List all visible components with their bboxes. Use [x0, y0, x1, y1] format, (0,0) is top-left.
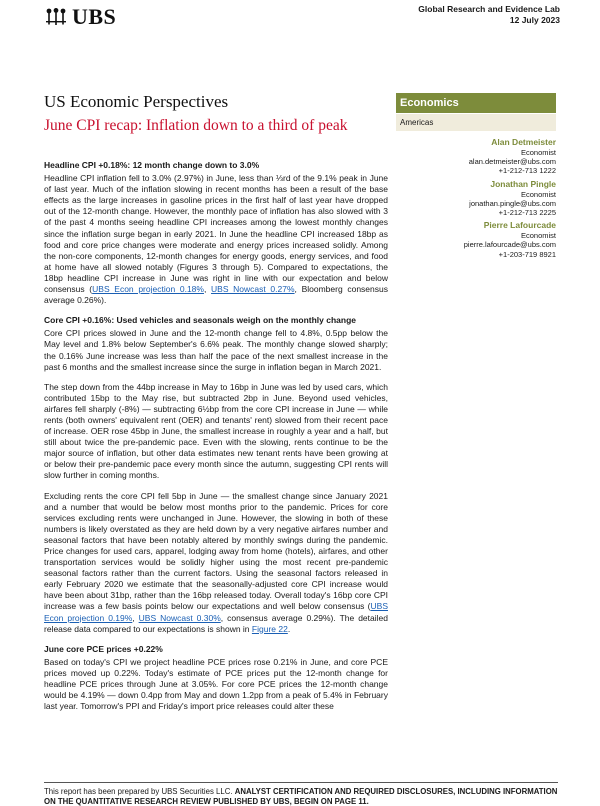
report-headline: June CPI recap: Inflation down to a third of peak [44, 117, 348, 134]
disclosure-footer [44, 782, 558, 806]
sidebar [396, 93, 556, 262]
separator-text: , [203, 284, 212, 295]
category-tag: Economics [396, 93, 556, 113]
region-tag: Americas [396, 114, 556, 131]
footer-lead: This report has been prepared by UBS Securities LLC. [44, 787, 233, 796]
author-card [396, 220, 556, 259]
ubs-econ-projection-link[interactable]: UBS Econ projection 0.18% [92, 284, 204, 295]
author-phone: +1-203-719 8921 [498, 249, 556, 259]
report-header [418, 4, 560, 26]
author-list [396, 137, 556, 259]
paragraph [44, 491, 388, 635]
section-heading-core-cpi: Core CPI +0.16%: Used vehicles and seasonals weigh on the monthly change [44, 315, 356, 326]
author-card [396, 179, 556, 218]
logo-text: UBS [72, 4, 117, 29]
lab-name: Global Research and Evidence Lab [418, 4, 560, 14]
author-name: Pierre Lafourcade [483, 220, 556, 231]
footer-disclosure: ANALYST CERTIFICATION AND REQUIRED DISCLOSURES, INCLUDING INFORMATION ON THE QUANTITATIVE RESEARCH REVIEW PUBLISHED BY UBS, BEGIN ON PAGE 11. [44, 787, 558, 806]
paragraph: Core CPI prices slowed in June and the 12-month change fell to 4.8%, 0.5pp below the May level and 1.8% below September's 6.6% peak. The monthly change slowed sharply; the 0.16% June increase was less than half the pace of the next smallest increase in the past 6 months and the smallest increase since the surge in inflation began in March 2021. [44, 328, 388, 372]
paragraph: The step down from the 44bp increase in May to 16bp in June was led by used cars, which contributed 15bp to the May rise, but subtracted 2bp in June. Beyond used vehicles, airfares fell sharply (-8%) — subtracting 6½bp from the core CPI increase in June — while rents (both owners' equivalent rent (OER) and tenants' rent) slowed from their recent pace of increase. OER rose 45bp in June, the smallest increase in roughly a year and a half, but still about twice the pre-pandemic pace. Even with the slowing, rents continue to be the major source of inflation, but other data estimates new tenant rents have been growing at or below their pre-pandemic pace every month since the autumn, suggesting CPI rents will slow further in coming months. [44, 381, 388, 481]
paragraph-text: Excluding rents the core CPI fell 5bp in June — the smallest change since January 2021 and a number that would be below most months prior to the pandemic. Prices for core services excluding rents were unchanged in June. However, the slowing in both of these numbers is likely overstated as they are held down by a very negative airfares number and seasonal factors that have been notably altered by monthly swings during the pandemic. Price changes for used cars, apparel, lodging away from home (hotels), airfares, and other transportation services would be solidly higher using the most recent pre-pandemic seasonal factors rather than the current factors. Using the seasonal factors released in early February 2020 we estimate that the seasonally-adjusted core CPI increase would have been about 31bp, rather than the 16bp released today. Overall today's 16bp core CPI increase was a few basis points below our expectations and well below consensus ( [44, 490, 388, 612]
author-role: Economist [520, 231, 556, 241]
author-name: Jonathan Pingle [490, 178, 556, 189]
keys-icon [44, 7, 68, 27]
ubs-nowcast-link[interactable]: UBS Nowcast 0.30% [138, 612, 221, 623]
paragraph-text: Headline CPI inflation fell to 3.0% (2.97%) in June, less than ⅓rd of the 9.1% peak in June of last year. Much of the inflation slowing in recent months has been a result of the base effects as the large increases in gasoline prices in the first half of last year have dropped out of the 12-month change. However, the monthly pace of inflation has also slowed with 3 of the past 4 months seeing headline CPI increases among the lowest monthly changes since the inflation surge began in early 2021. In June the headline CPI increased 18bp as food and core price changes were moderate and energy prices increased solidly. Among the non-core components, 12-month changes for energy goods, energy services, and food at home have all slowed notably (Figures 3 through 5). Compared to expectations, the 18bp headline CPI increase in June was right in line with our expectation and below consensus ( [44, 173, 388, 295]
author-phone: +1-212-713 1222 [498, 166, 556, 176]
figure-22-link[interactable]: Figure 22 [251, 623, 288, 634]
separator-text: , [132, 612, 139, 623]
author-name: Alan Detmeister [491, 137, 556, 147]
paragraph: Based on today's CPI we project headline PCE prices rose 0.21% in June, and core PCE prices moved up 0.22%. Today's estimate of PCE prices put the 12-month change for headline PCE prices through June at 3.05%. For core PCE prices the 12-month change would be 4.19% — down 0.4pp from May and down 1.2pp from a peak of 5.4% in February last year. Tomorrow's PPI and Friday's import price releases could alter these [44, 656, 388, 712]
author-email[interactable]: alan.detmeister@ubs.com [468, 157, 556, 167]
report-body [44, 160, 388, 721]
author-card [396, 137, 556, 176]
author-role: Economist [520, 148, 556, 157]
report-date: 12 July 2023 [509, 15, 560, 25]
paragraph [44, 173, 388, 306]
paragraph-end: . [287, 623, 291, 634]
author-email[interactable]: pierre.lafourcade@ubs.com [463, 240, 556, 250]
author-role: Economist [520, 189, 556, 199]
paragraph-tail: , Bloomberg consensus average 0.26%). [44, 284, 388, 306]
section-heading-headline-cpi: Headline CPI +0.18%: 12 month change down to 3.0% [44, 160, 260, 170]
ubs-econ-projection-link[interactable]: UBS Econ projection 0.19% [44, 601, 388, 623]
paragraph-mid: , consensus average 0.29%). The detailed release data compared to our expectations is shown in [44, 612, 388, 634]
author-phone: +1-212-713 2225 [498, 208, 556, 218]
section-heading-core-pce: June core PCE prices +0.22% [44, 643, 163, 654]
series-title: US Economic Perspectives [44, 92, 229, 111]
author-email[interactable]: jonathan.pingle@ubs.com [469, 198, 556, 208]
ubs-nowcast-link[interactable]: UBS Nowcast 0.27% [211, 284, 295, 295]
ubs-logo [44, 4, 116, 30]
